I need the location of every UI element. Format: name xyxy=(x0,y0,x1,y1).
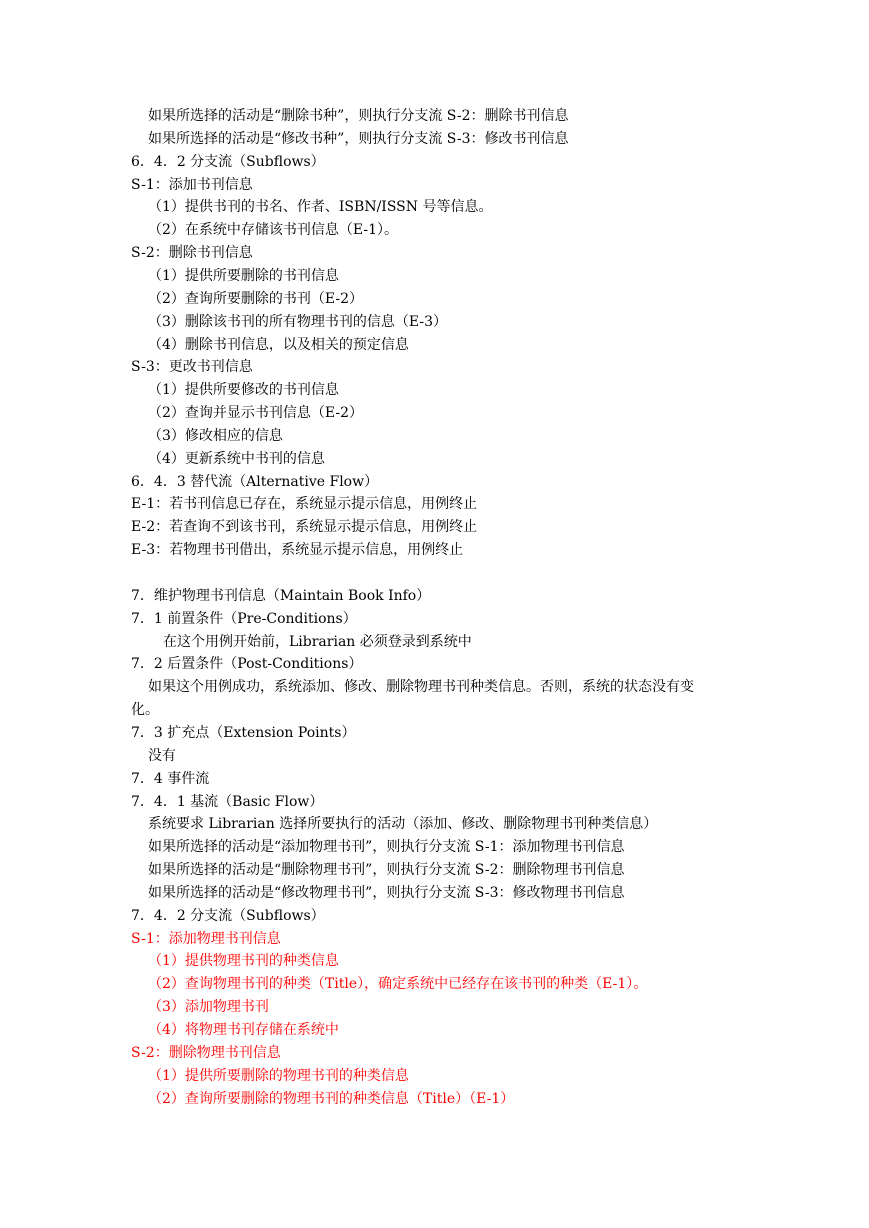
text-line: 6．4．2 分支流（Subflows） xyxy=(131,153,325,170)
text-line: 化。 xyxy=(131,702,159,719)
text-line: （1）提供所要删除的书刊信息 xyxy=(148,267,339,284)
text-line: 6．4．3 替代流（Alternative Flow） xyxy=(131,473,379,490)
text-line: （1）提供所要修改的书刊信息 xyxy=(148,382,339,399)
text-line: （3）删除该书刊的所有物理书刊的信息（E-3） xyxy=(148,313,448,330)
text-line: （4）更新系统中书刊的信息 xyxy=(148,450,325,467)
text-line: 如果所选择的活动是“修改书种”，则执行分支流 S-3：修改书刊信息 xyxy=(148,130,569,147)
text-line: S-2：删除物理书刊信息 xyxy=(131,1044,281,1061)
text-line: （2）查询所要删除的物理书刊的种类信息（Title）（E-1） xyxy=(148,1090,515,1107)
text-line: 如果所选择的活动是“删除物理书刊”，则执行分支流 S-2：删除物理书刊信息 xyxy=(148,862,625,879)
text-line: E-3：若物理书刊借出，系统显示提示信息，用例终止 xyxy=(131,542,464,559)
text-line: 在这个用例开始前，Librarian 必须登录到系统中 xyxy=(163,633,472,650)
text-line: S-1：添加书刊信息 xyxy=(131,176,253,193)
text-line: （2）查询物理书刊的种类（Title），确定系统中已经存在该书刊的种类（E-1）。 xyxy=(148,976,648,993)
text-line: （2）在系统中存储该书刊信息（E-1）。 xyxy=(148,222,399,239)
text-line: 7．3 扩充点（Extension Points） xyxy=(131,724,356,741)
text-line: S-1：添加物理书刊信息 xyxy=(131,930,281,947)
text-line: 没有 xyxy=(148,747,176,764)
text-line: 系统要求 Librarian 选择所要执行的活动（添加、修改、删除物理书刊种类信息） xyxy=(148,816,658,833)
text-line: （4）将物理书刊存储在系统中 xyxy=(148,1022,339,1038)
text-line: （3）修改相应的信息 xyxy=(148,427,283,444)
text-line: 如果所选择的活动是“添加物理书刊”，则执行分支流 S-1：添加物理书刊信息 xyxy=(148,839,625,856)
text-line: （1）提供物理书刊的种类信息 xyxy=(148,953,339,970)
text-line: 7．1 前置条件（Pre-Conditions） xyxy=(131,610,357,627)
text-line: E-2：若查询不到该书刊，系统显示提示信息，用例终止 xyxy=(131,519,478,536)
text-line: S-2：删除书刊信息 xyxy=(131,245,253,262)
text-line: （3）添加物理书刊 xyxy=(148,999,269,1016)
text-line: 7．4 事件流 xyxy=(131,770,210,787)
text-line: 如果所选择的活动是“修改物理书刊”，则执行分支流 S-3：修改物理书刊信息 xyxy=(148,884,625,901)
text-line: （1）提供书刊的书名、作者、ISBN/ISSN 号等信息。 xyxy=(148,199,493,216)
text-line: （2）查询并显示书刊信息（E-2） xyxy=(148,405,364,422)
text-line: 如果这个用例成功，系统添加、修改、删除物理书刊种类信息。否则，系统的状态没有变 xyxy=(148,679,694,696)
text-line: 7．维护物理书刊信息（Maintain Book Info） xyxy=(131,587,431,604)
text-line: 如果所选择的活动是“删除书种”，则执行分支流 S-2：删除书刊信息 xyxy=(148,108,569,124)
text-line: S-3：更改书刊信息 xyxy=(131,359,253,376)
text-line: （1）提供所要删除的物理书刊的种类信息 xyxy=(148,1067,409,1084)
text-line: 7．4．2 分支流（Subflows） xyxy=(131,907,325,924)
text-line: E-1：若书刊信息已存在，系统显示提示信息，用例终止 xyxy=(131,496,478,513)
text-line: 7．4．1 基流（Basic Flow） xyxy=(131,793,324,810)
text-line: （2）查询所要删除的书刊（E-2） xyxy=(148,290,364,307)
text-line: （4）删除书刊信息，以及相关的预定信息 xyxy=(148,336,409,353)
text-line: 7．2 后置条件（Post-Conditions） xyxy=(131,656,363,673)
